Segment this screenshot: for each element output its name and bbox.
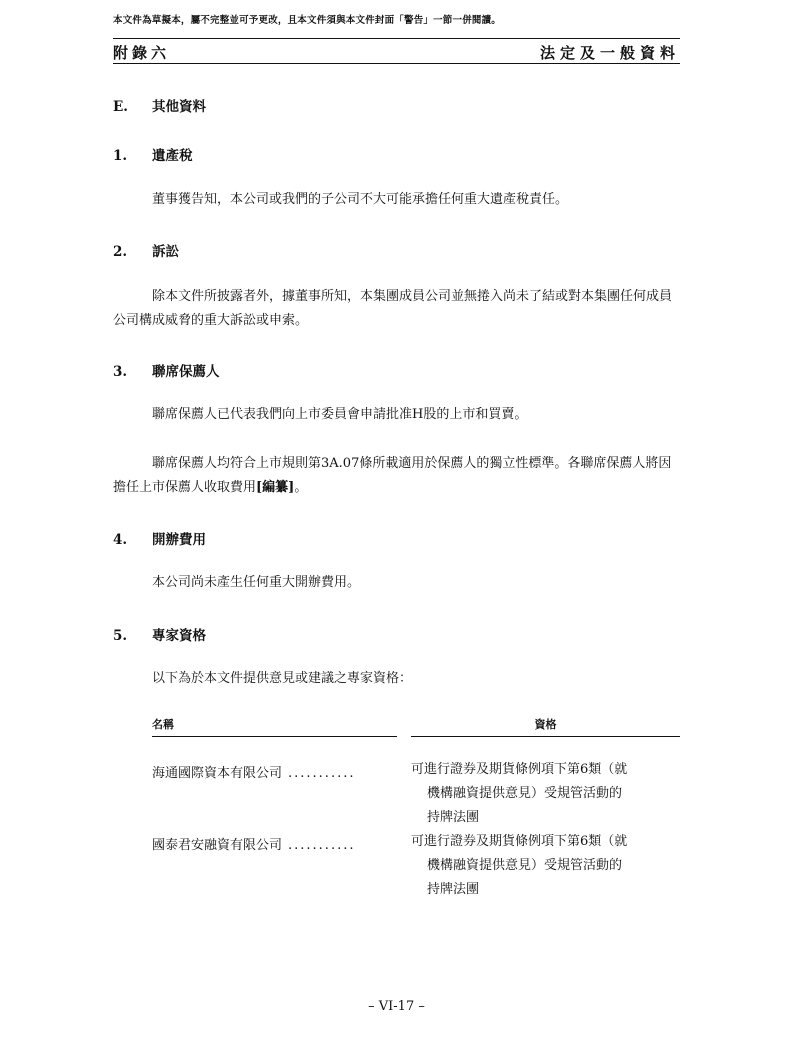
leader-dots: ...........: [288, 766, 356, 781]
paragraph-estate-duty: 董事獲告知，本公司或我們的子公司不大可能承擔任何重大遺產稅責任。: [152, 192, 569, 207]
paragraph-sponsors-1: 聯席保薦人已代表我們向上市委員會申請批准H股的上市和買賣。: [152, 407, 528, 422]
table-row-name: [152, 834, 355, 853]
paragraph-preliminary-expenses: 本公司尚未產生任何重大開辦費用。: [152, 575, 361, 590]
paragraph-experts-intro: 以下為於本文件提供意見或建議之專家資格：: [152, 671, 413, 686]
table-header-qualification: 資格: [411, 716, 680, 737]
table-row-name: [152, 762, 355, 781]
qualification-line: 機構融資提供意見）受規管活動的: [427, 858, 623, 873]
item-title: 遺產稅: [152, 148, 193, 164]
paragraph-litigation: 除本文件所披露者外，據董事所知，本集團成員公司並無捲入尚未了結或對本集團任何成員公司構成威脅的重大訴訟或申索。: [113, 289, 673, 328]
expert-name: 國泰君安融資有限公司: [152, 838, 283, 853]
qualification-line: 持牌法團: [427, 882, 480, 897]
item-title: 聯席保薦人: [152, 364, 220, 380]
sponsors-2-text: 聯席保薦人均符合上市規則第3A.07條所載適用於保薦人的獨立性標準。各聯席保薦人將因擔任上市保薦人收取費用: [113, 456, 672, 495]
appendix-label: 附錄六: [113, 44, 171, 62]
qualification-line: 持牌法團: [427, 810, 480, 825]
item-number: 5.: [113, 628, 128, 644]
item-heading-5: [113, 624, 206, 644]
page-header: [113, 38, 680, 64]
table-header-name: 名稱: [152, 716, 397, 737]
sponsors-2-end: 。: [294, 480, 308, 495]
item-number: 1.: [113, 148, 128, 164]
page-number: – VI-17 –: [368, 999, 425, 1014]
expert-name: 海通國際資本有限公司: [152, 766, 283, 781]
qualification-line: 可進行證券及期貨條例項下第6類（就: [411, 762, 628, 777]
item-heading-3: [113, 360, 220, 380]
leader-dots: ...........: [288, 838, 356, 853]
qualification-line: 可進行證券及期貨條例項下第6類（就: [411, 834, 628, 849]
appendix-title: 法定及一般資料: [539, 44, 680, 62]
item-number: 3.: [113, 364, 128, 380]
table-row-qualification: [411, 830, 680, 902]
item-heading-2: [113, 240, 179, 260]
section-heading: [113, 95, 206, 115]
draft-notice: 本文件為草擬本，屬不完整並可予更改，且本文件須與本文件封面「警告」一節一併閱讀。: [113, 15, 502, 26]
table-row-qualification: [411, 758, 680, 830]
item-title: 專家資格: [152, 628, 206, 644]
item-number: 2.: [113, 244, 128, 260]
section-letter: E.: [113, 99, 128, 115]
item-heading-4: [113, 528, 206, 548]
item-number: 4.: [113, 532, 128, 548]
redacted-marker: [編纂]: [256, 480, 295, 495]
item-heading-1: [113, 144, 193, 164]
qualification-line: 機構融資提供意見）受規管活動的: [427, 786, 623, 801]
section-title: 其他資料: [152, 99, 206, 115]
item-title: 開辦費用: [152, 532, 206, 548]
item-title: 訴訟: [152, 244, 179, 260]
paragraph-sponsors-2: [113, 452, 680, 500]
